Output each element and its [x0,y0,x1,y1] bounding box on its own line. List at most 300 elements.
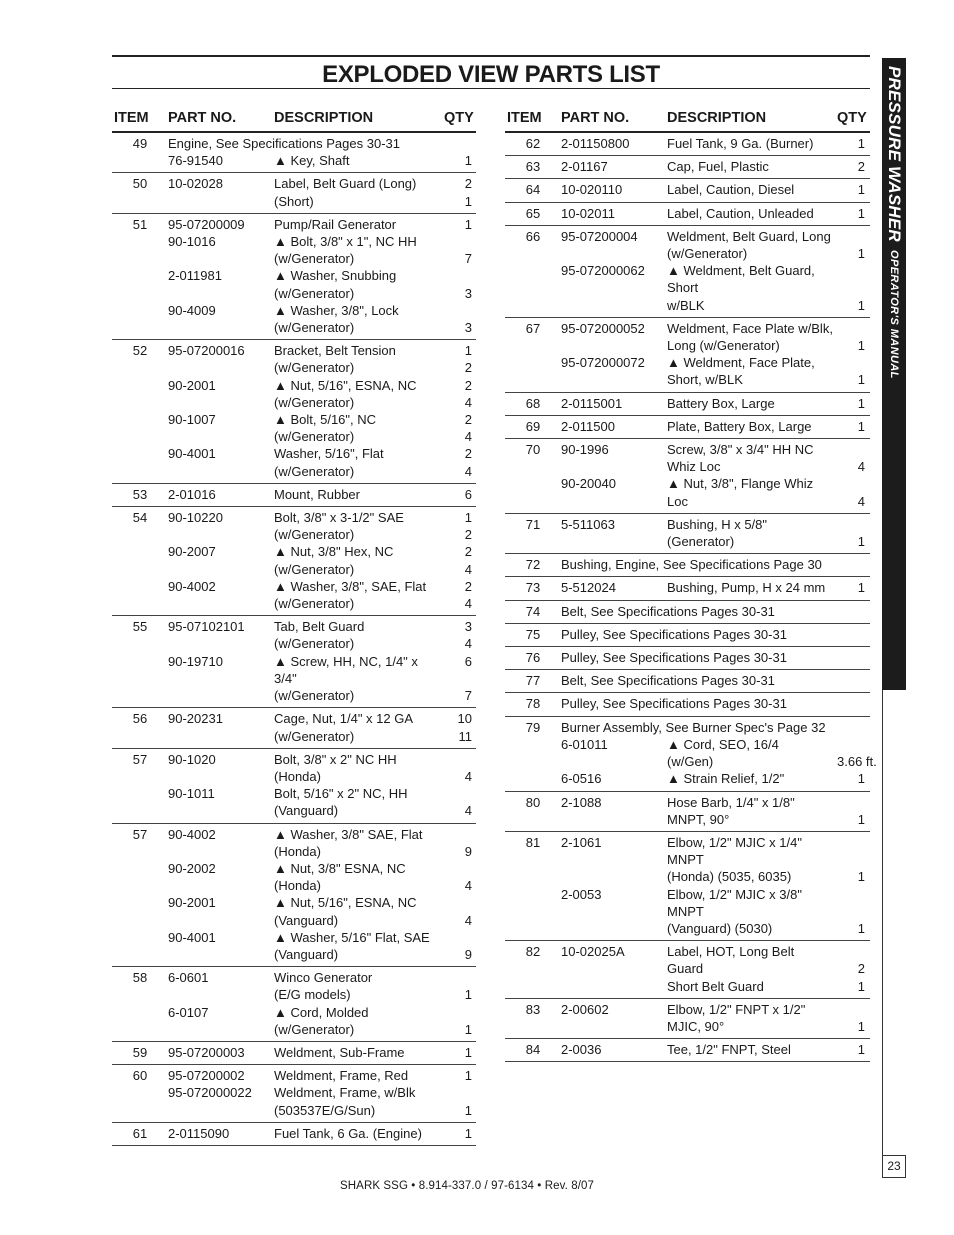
table-row [112,173,476,213]
table-row [112,214,476,340]
description: ▲ Key, Shaft [274,153,350,169]
row-line [112,135,476,152]
table-row [112,484,476,507]
part-number [168,912,274,929]
item-number [505,493,561,510]
row-line [112,1102,476,1119]
quantity: 1 [464,1044,472,1060]
item-number: 58 [132,970,148,986]
quantity: 1 [857,205,865,221]
description: (w/Generator) [274,1021,355,1037]
description: Bushing, Engine, See Specifications Page 30 [561,557,822,573]
part-number [561,978,667,995]
item-number [505,886,561,920]
description: Cap, Fuel, Plastic [667,159,769,175]
row-line [112,946,476,963]
table-row [505,999,870,1039]
description: ▲ Washer, Snubbing [274,268,397,284]
quantity [837,354,869,371]
quantity: 4 [857,459,865,475]
item-number [112,319,168,336]
row-line [112,929,476,946]
part-number [561,1018,667,1035]
part-number: 10-02025A [561,944,625,960]
part-number [561,297,667,314]
row-line [505,297,870,314]
quantity: 1 [464,343,472,359]
part-number [168,635,274,652]
description: (w/Gen) [667,754,714,770]
item-number [505,533,561,550]
quantity: 11 [458,728,472,744]
description: (Vanguard) [274,946,339,962]
table-row [505,577,870,600]
item-number [112,768,168,785]
part-number: 90-1011 [168,786,215,802]
item-number: 79 [525,719,541,735]
quantity: 9 [464,946,472,962]
row-line [112,877,476,894]
part-number: 90-10220 [168,510,223,526]
item-number: 61 [132,1125,148,1141]
part-number [561,960,667,977]
header-description: DESCRIPTION [667,110,767,126]
item-number [505,262,561,296]
table-row [505,318,870,393]
description: Pulley, See Specifications Pages 30-31 [561,626,787,642]
row-line [112,1084,476,1101]
description: (Honda) [274,768,321,784]
description: Loc [667,493,688,509]
part-number: 5-511063 [561,516,615,532]
quantity: 3 [464,285,472,301]
item-number: 70 [525,442,541,458]
row-line [505,205,870,222]
row-line [505,135,870,152]
quantity [444,1004,476,1021]
quantity [837,475,869,492]
row-line [112,302,476,319]
description: ▲ Nut, 3/8" Hex, NC [274,544,394,560]
table-row [505,226,870,318]
part-number: 95-072000022 [168,1085,252,1101]
side-tab-main: PRESSURE WASHER [885,66,904,242]
description: Cage, Nut, 1/4" x 12 GA [274,711,414,727]
top-rule [112,55,870,57]
table-row [505,717,877,792]
part-number [168,394,274,411]
item-number [505,960,561,977]
row-line [505,262,870,296]
part-number [168,428,274,445]
part-number: 95-072000062 [561,263,645,279]
quantity: 2 [464,578,472,594]
row-line [505,753,877,770]
description: Bolt, 5/16" x 2" NC, HH [274,786,408,802]
table-row [505,514,870,554]
quantity [837,886,869,920]
quantity: 3.66 ft. [837,754,877,770]
description: ▲ Strain Relief, 1/2" [667,771,785,787]
part-number [168,250,274,267]
part-number: 90-20231 [168,711,223,727]
part-number [168,561,274,578]
table-row [505,624,870,647]
quantity: 1 [464,216,472,232]
row-line [112,428,476,445]
description: (w/Generator) [274,636,355,652]
part-number [168,843,274,860]
quantity: 4 [464,463,472,479]
quantity: 1 [857,920,865,936]
row-line [505,458,870,475]
item-number [112,428,168,445]
item-number [505,978,561,995]
item-number [505,920,561,937]
row-line [112,843,476,860]
description: (Vanguard) [274,803,339,819]
part-number [561,920,667,937]
description: ▲ Screw, HH, NC, 1/4" x 3/4" [274,653,418,686]
row-line [505,770,870,787]
table-row [505,156,870,179]
part-number: 2-011981 [168,268,222,284]
description: Pump/Rail Generator [274,216,397,232]
part-number: 2-0115001 [561,395,623,411]
quantity: 6 [464,653,472,669]
quantity: 1 [464,153,472,169]
row-line [505,158,870,175]
item-number: 51 [132,216,148,232]
item-number [112,250,168,267]
item-number [112,267,168,284]
quantity: 6 [464,486,472,502]
quantity: 2 [464,412,472,428]
part-number: 90-2002 [168,860,216,876]
item-number [112,1084,168,1101]
quantity [444,751,476,768]
quantity [444,969,476,986]
item-number: 78 [525,696,541,712]
description: Bushing, Pump, H x 24 mm [667,580,826,596]
item-number [505,770,561,787]
table-row [505,554,870,577]
description: (Generator) [667,534,735,550]
item-number: 65 [525,205,541,221]
table-row [112,1042,476,1065]
quantity: 2 [857,159,865,175]
quantity: 1 [857,580,865,596]
table-header [112,108,476,133]
description: (w/Generator) [274,728,355,744]
row-line [505,418,870,435]
row-line [505,228,870,245]
row-line [505,719,870,736]
part-number: 95-07200009 [168,216,245,232]
quantity: 2 [464,360,472,376]
quantity: 1 [857,418,865,434]
row-line [112,233,476,250]
table-row [505,941,870,999]
quantity [837,943,869,960]
part-number: 10-020110 [561,182,623,198]
quantity: 2 [464,377,472,393]
description: Weldment, Belt Guard, Long [667,228,831,244]
description: ▲ Washer, 3/8", SAE, Flat [274,578,427,594]
row-line [112,445,476,462]
description: ▲ Washer, 3/8", Lock [274,302,399,318]
part-number [561,868,667,885]
table-row [112,824,476,968]
quantity: 1 [464,1125,472,1141]
part-number: 2-0115090 [168,1125,230,1141]
item-number: 80 [525,794,541,810]
description: Hose Barb, 1/4" x 1/8" [667,794,795,810]
quantity: 1 [857,811,865,827]
quantity: 1 [857,136,865,151]
part-number [168,768,274,785]
description: Fuel Tank, 6 Ga. (Engine) [274,1125,422,1141]
item-number: 49 [132,136,148,151]
description: Battery Box, Large [667,395,775,411]
description: Plate, Battery Box, Large [667,418,812,434]
row-line [112,486,476,503]
quantity [444,826,476,843]
description: Label, Belt Guard (Long) [274,176,417,192]
item-number [112,359,168,376]
item-number: 77 [525,673,541,689]
row-line [112,618,476,635]
item-number [505,245,561,262]
quantity [837,262,869,296]
part-number [561,371,667,388]
table-row [505,1039,870,1062]
description: Tee, 1/2" FNPT, Steel [667,1042,791,1058]
item-number [112,860,168,877]
table-row [505,647,870,670]
description: ▲ Nut, 5/16", ESNA, NC [274,895,417,911]
item-number [112,802,168,819]
item-number: 83 [525,1001,541,1017]
row-line [112,342,476,359]
row-line [112,912,476,929]
quantity: 4 [464,394,472,410]
part-number [168,595,274,612]
row-line [505,794,870,811]
part-number: 2-011500 [561,418,615,434]
part-number [168,526,274,543]
row-line [112,728,476,745]
description: Weldment, Frame, w/Blk [274,1085,416,1101]
row-line [112,710,476,727]
item-number: 57 [132,826,148,842]
header-qty: QTY [444,110,474,126]
description: Mount, Rubber [274,486,360,502]
row-line [505,320,870,337]
item-number [505,297,561,314]
item-number [112,843,168,860]
description: (w/Generator) [667,246,748,262]
description: (w/Generator) [274,463,355,479]
part-number [168,687,274,704]
description: Elbow, 1/2" MJIC x 1/4" MNPT [667,834,802,868]
row-line [112,509,476,526]
row-line [112,175,476,192]
item-number [112,912,168,929]
description: (w/Generator) [274,596,355,612]
part-number [168,802,274,819]
quantity: 3 [464,320,472,336]
item-number [112,1102,168,1119]
quantity [444,233,476,250]
description: Short, w/BLK [667,372,743,388]
table-row [112,616,476,708]
quantity [837,441,869,458]
quantity: 4 [464,912,472,928]
item-number [112,445,168,462]
table-row [505,693,870,716]
quantity [837,516,869,533]
quantity: 9 [464,843,472,859]
header-item: ITEM [114,110,149,126]
part-number: 2-1088 [561,794,602,810]
row-line [112,394,476,411]
item-number [112,946,168,963]
row-line [505,245,870,262]
row-line [112,986,476,1003]
description: (w/Generator) [274,360,355,376]
quantity: 1 [857,372,865,388]
quantity: 1 [857,338,865,354]
description: Bushing, H x 5/8" [667,516,768,532]
row-line [505,556,870,573]
row-line [505,516,870,533]
table-row [505,670,870,693]
row-line [505,533,870,550]
item-number [112,561,168,578]
description: Winco Generator [274,970,373,986]
quantity: 1 [857,869,865,885]
part-number [168,319,274,336]
description: (w/Generator) [274,429,355,445]
description: (w/Generator) [274,561,355,577]
item-number: 72 [525,557,541,573]
part-number: 95-07200003 [168,1044,245,1060]
part-number [561,337,667,354]
item-number [505,371,561,388]
table-row [505,439,870,514]
part-number: 90-2007 [168,544,216,560]
quantity: 4 [464,803,472,819]
description: Engine, See Specifications Pages 30-31 [168,136,400,151]
table-row [505,179,870,202]
row-line [505,1018,870,1035]
part-number: 2-01167 [561,159,608,175]
part-number: 95-07200016 [168,343,245,359]
part-number: 90-4001 [168,929,216,945]
page-number: 23 [882,1155,906,1178]
part-number [561,533,667,550]
description: MNPT, 90° [667,811,730,827]
part-number [561,245,667,262]
item-number [505,337,561,354]
description: Elbow, 1/2" MJIC x 3/8" MNPT [667,886,802,919]
row-line [505,337,870,354]
description: ▲ Weldment, Face Plate, [667,355,815,371]
row-line [505,672,870,689]
part-number [168,1021,274,1038]
row-line [112,463,476,480]
description: (Vanguard) (5030) [667,920,773,936]
table-row [505,792,870,832]
item-number [112,635,168,652]
part-number [168,728,274,745]
item-number: 84 [525,1042,541,1058]
quantity: 3 [464,619,472,635]
item-number: 71 [525,516,541,532]
row-line [505,441,870,458]
row-line [505,603,870,620]
table-row [112,340,476,484]
row-line [112,543,476,560]
item-number: 54 [132,510,148,526]
row-line [505,395,870,412]
quantity: 1 [857,771,865,787]
part-number [168,359,274,376]
part-number: 5-512024 [561,580,616,596]
row-line [112,635,476,652]
item-number [112,894,168,911]
description: ▲ Nut, 5/16", ESNA, NC [274,377,417,393]
item-number: 69 [525,418,541,434]
part-number: 90-1020 [168,751,216,767]
description: Weldment, Frame, Red [274,1068,409,1084]
quantity: 1 [857,1018,865,1034]
row-line [505,868,870,885]
quantity: 1 [464,510,472,526]
item-number: 68 [525,395,541,411]
description: (Short) [274,193,314,209]
item-number [112,986,168,1003]
quantity [837,736,869,753]
item-number: 64 [525,182,541,198]
header-qty: QTY [837,110,867,126]
row-line [505,475,870,492]
description: Fuel Tank, 9 Ga. (Burner) [667,136,814,151]
item-number: 76 [525,650,541,666]
quantity: 10 [457,711,472,727]
row-line [505,181,870,198]
side-divider [882,690,883,1178]
item-number [112,687,168,704]
item-number [112,653,168,687]
row-line [112,526,476,543]
item-number: 57 [132,751,148,767]
row-line [112,969,476,986]
row-line [112,768,476,785]
item-number: 59 [132,1044,148,1060]
table-row [112,1123,476,1146]
part-number: 90-1996 [561,442,609,458]
item-number [112,233,168,250]
item-number: 66 [525,228,541,244]
description: ▲ Washer, 3/8" SAE, Flat [274,826,423,842]
item-number: 81 [525,834,541,850]
table-row [505,203,870,226]
row-line [505,736,870,753]
item-number [505,753,561,770]
description: (w/Generator) [274,251,355,267]
